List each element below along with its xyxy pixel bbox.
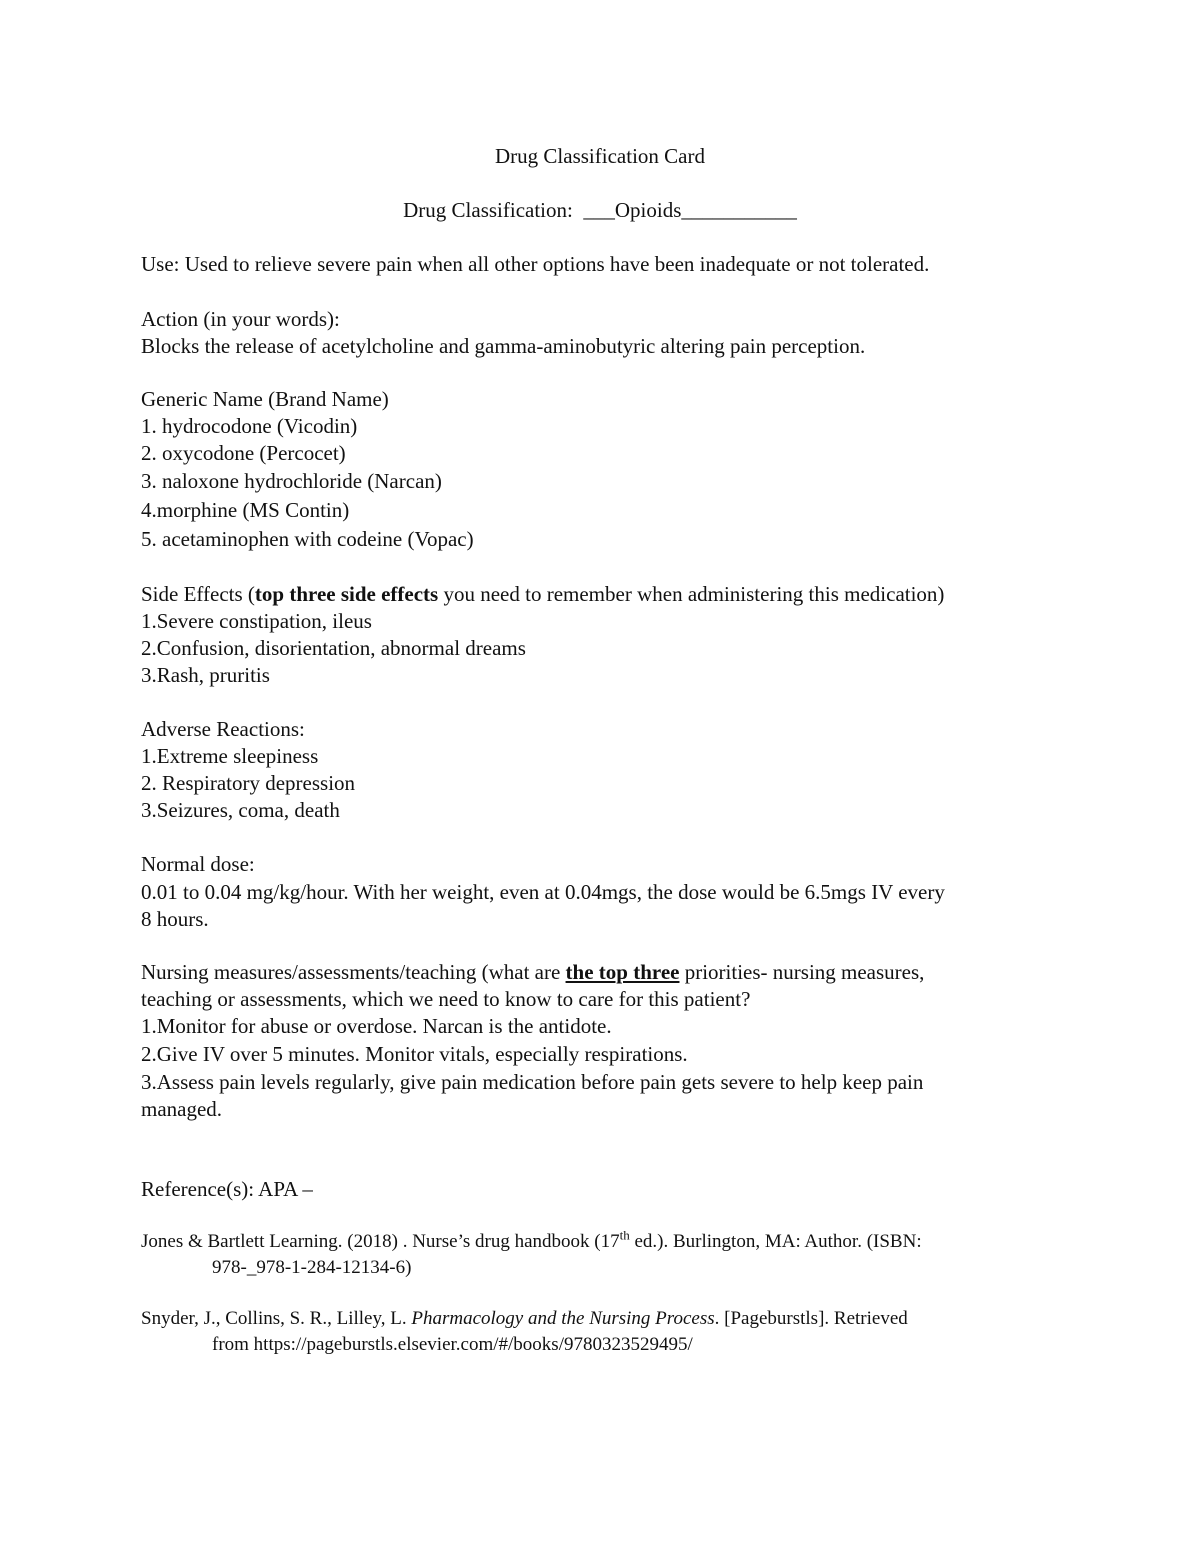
reference-2 bbox=[141, 1307, 908, 1331]
classification-label: Drug Classification: bbox=[403, 198, 573, 222]
dose-line-2: 8 hours. bbox=[141, 907, 209, 931]
nursing-heading-bold: the top three bbox=[565, 960, 680, 984]
adverse-item: 1.Extreme sleepiness bbox=[141, 744, 319, 768]
page-title: Drug Classification Card bbox=[495, 144, 705, 168]
reference-2-title: Pharmacology and the Nursing Process bbox=[411, 1308, 715, 1329]
side-effect-item: 3.Rash, pruritis bbox=[141, 663, 270, 687]
reference-2-continuation: from https://pageburstls.elsevier.com/#/books/9780323529495/ bbox=[212, 1334, 693, 1355]
reference-2-post: . [Pageburstls]. Retrieved bbox=[714, 1308, 908, 1329]
nursing-heading-post: priorities- nursing measures, bbox=[679, 960, 925, 984]
action-text: Blocks the release of acetylcholine and gamma-aminobutyric altering pain perception. bbox=[141, 334, 866, 358]
adverse-item: 3.Seizures, coma, death bbox=[141, 798, 340, 822]
generic-heading: Generic Name (Brand Name) bbox=[141, 387, 389, 411]
side-effects-heading-bold: top three side effects bbox=[254, 582, 439, 606]
drug-classification-line bbox=[0, 198, 1200, 222]
use-line: Use: Used to relieve severe pain when all other options have been inadequate or not tolerated. bbox=[141, 252, 930, 276]
nursing-heading bbox=[141, 960, 924, 984]
classification-blank-after: ___________ bbox=[681, 198, 797, 222]
reference-1-sup: th bbox=[619, 1227, 630, 1243]
references-heading: Reference(s): APA – bbox=[141, 1177, 313, 1201]
generic-item: 1. hydrocodone (Vicodin) bbox=[141, 414, 358, 438]
nursing-item: 3.Assess pain levels regularly, give pain medication before pain gets severe to help keep pain bbox=[141, 1070, 924, 1094]
dose-heading: Normal dose: bbox=[141, 852, 255, 876]
nursing-heading-pre: Nursing measures/assessments/teaching (what are bbox=[141, 960, 566, 984]
classification-value: Opioids bbox=[614, 198, 682, 222]
side-effects-heading bbox=[141, 582, 944, 606]
reference-1 bbox=[141, 1227, 922, 1254]
generic-item: 3. naloxone hydrochloride (Narcan) bbox=[141, 469, 442, 493]
nursing-heading-line-2: teaching or assessments, which we need to know to care for this patient? bbox=[141, 987, 751, 1011]
generic-item: 5. acetaminophen with codeine (Vopac) bbox=[141, 527, 474, 551]
generic-item: 2. oxycodone (Percocet) bbox=[141, 441, 346, 465]
dose-line-1: 0.01 to 0.04 mg/kg/hour. With her weight, even at 0.04mgs, the dose would be 6.5mgs IV every bbox=[141, 880, 945, 904]
side-effects-heading-post: you need to remember when administering this medication) bbox=[438, 582, 945, 606]
generic-item: 4.morphine (MS Contin) bbox=[141, 498, 350, 522]
classification-blank-before: ___ bbox=[583, 198, 615, 222]
reference-2-pre: Snyder, J., Collins, S. R., Lilley, L. bbox=[141, 1308, 412, 1329]
nursing-item: 2.Give IV over 5 minutes. Monitor vitals, especially respirations. bbox=[141, 1042, 688, 1066]
adverse-heading: Adverse Reactions: bbox=[141, 717, 305, 741]
side-effect-item: 2.Confusion, disorientation, abnormal dreams bbox=[141, 636, 526, 660]
adverse-item: 2. Respiratory depression bbox=[141, 771, 356, 795]
action-heading: Action (in your words): bbox=[141, 307, 340, 331]
nursing-item: 1.Monitor for abuse or overdose. Narcan is the antidote. bbox=[141, 1014, 612, 1038]
side-effects-heading-pre: Side Effects ( bbox=[141, 582, 255, 606]
reference-1-post: ed.). Burlington, MA: Author. (ISBN: bbox=[629, 1231, 922, 1252]
reference-1-pre: Jones & Bartlett Learning. (2018) . Nurse’s drug handbook (17 bbox=[141, 1231, 620, 1252]
side-effect-item: 1.Severe constipation, ileus bbox=[141, 609, 372, 633]
reference-1-continuation: 978-_978-1-284-12134-6) bbox=[212, 1257, 412, 1278]
nursing-item-continuation: managed. bbox=[141, 1097, 223, 1121]
